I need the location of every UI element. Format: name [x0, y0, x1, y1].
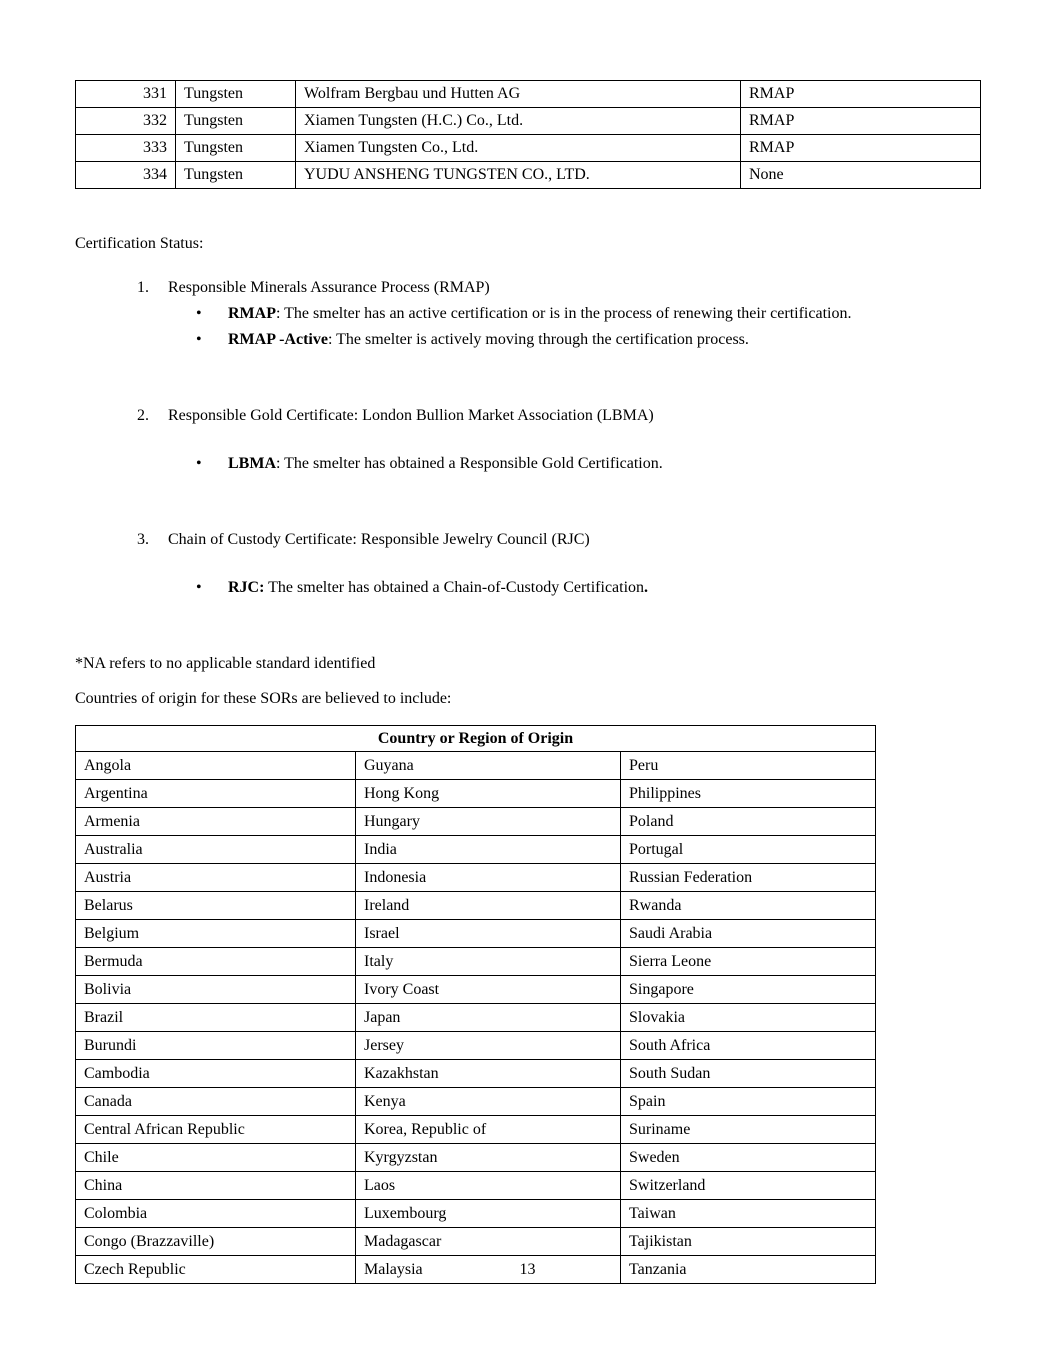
certification-bullets [75, 575, 980, 601]
country-cell: Italy [356, 948, 621, 976]
country-cell: Suriname [621, 1116, 876, 1144]
smelter-status-cell: RMAP [741, 81, 981, 108]
country-cell: Kenya [356, 1088, 621, 1116]
country-row [76, 1172, 876, 1200]
country-cell: Hong Kong [356, 780, 621, 808]
certification-item [75, 403, 980, 477]
country-cell: Philippines [621, 780, 876, 808]
smelter-row [76, 81, 981, 108]
bullet-term: RMAP -Active [228, 331, 328, 348]
country-cell: Congo (Brazzaville) [76, 1228, 356, 1256]
bullet-icon: • [196, 331, 202, 348]
smelter-name-cell: Xiamen Tungsten Co., Ltd. [296, 135, 741, 162]
page-number: 13 [519, 1261, 536, 1278]
certification-bullet [75, 451, 980, 477]
bullet-text: The smelter has obtained a Chain-of-Custody Certification [264, 579, 645, 596]
country-cell: Czech Republic [76, 1256, 356, 1284]
page-content [75, 80, 980, 1284]
smelter-row [76, 135, 981, 162]
country-cell: Singapore [621, 976, 876, 1004]
country-cell: Poland [621, 808, 876, 836]
country-cell: Malaysia [356, 1256, 621, 1284]
smelter-name-cell: YUDU ANSHENG TUNGSTEN CO., LTD. [296, 162, 741, 189]
country-row [76, 780, 876, 808]
bullet-term: RMAP [228, 305, 276, 322]
certification-item [75, 275, 980, 353]
country-row [76, 1144, 876, 1172]
country-cell: Rwanda [621, 892, 876, 920]
bullet-text: : The smelter is actively moving through the certification process. [327, 331, 749, 348]
country-cell: Central African Republic [76, 1116, 356, 1144]
country-cell: Laos [356, 1172, 621, 1200]
smelter-name-cell: Xiamen Tungsten (H.C.) Co., Ltd. [296, 108, 741, 135]
bullet-text: : The smelter has obtained a Responsible Gold Certification. [276, 455, 663, 472]
country-row [76, 1060, 876, 1088]
country-row [76, 1116, 876, 1144]
certification-item-number: 3. [137, 531, 149, 548]
certification-list [75, 275, 980, 601]
na-footnote: *NA refers to no applicable standard identified [75, 655, 376, 672]
country-cell: India [356, 836, 621, 864]
country-row [76, 864, 876, 892]
certification-item-text: Chain of Custody Certificate: Responsible Jewelry Council (RJC) [168, 531, 590, 548]
country-cell: Sierra Leone [621, 948, 876, 976]
bullet-icon: • [196, 305, 202, 322]
country-cell: Jersey [356, 1032, 621, 1060]
country-cell: South Sudan [621, 1060, 876, 1088]
certification-item-number: 1. [137, 279, 149, 296]
country-cell: South Africa [621, 1032, 876, 1060]
country-cell: Canada [76, 1088, 356, 1116]
country-cell: Kyrgyzstan [356, 1144, 621, 1172]
country-cell: Ivory Coast [356, 976, 621, 1004]
country-row [76, 1088, 876, 1116]
country-cell: Armenia [76, 808, 356, 836]
country-cell: Slovakia [621, 1004, 876, 1032]
country-row [76, 976, 876, 1004]
country-table-header-row [76, 726, 876, 752]
bullet-term: RJC: [228, 579, 265, 596]
country-cell: Belgium [76, 920, 356, 948]
certification-bullet [75, 301, 980, 327]
smelter-mineral-cell: Tungsten [176, 162, 296, 189]
certification-item-title [75, 527, 980, 553]
country-cell: Sweden [621, 1144, 876, 1172]
country-row [76, 1032, 876, 1060]
smelter-name-cell: Wolfram Bergbau und Hutten AG [296, 81, 741, 108]
certification-bullets [75, 301, 980, 353]
country-cell: Saudi Arabia [621, 920, 876, 948]
country-cell: Portugal [621, 836, 876, 864]
country-cell: Taiwan [621, 1200, 876, 1228]
country-row [76, 836, 876, 864]
country-row [76, 1228, 876, 1256]
country-row [76, 1200, 876, 1228]
smelter-mineral-cell: Tungsten [176, 81, 296, 108]
certification-item-title [75, 275, 980, 301]
country-cell: Chile [76, 1144, 356, 1172]
country-cell: Kazakhstan [356, 1060, 621, 1088]
country-cell: Colombia [76, 1200, 356, 1228]
bullet-tail: . [644, 579, 649, 596]
smelter-row [76, 162, 981, 189]
smelter-mineral-cell: Tungsten [176, 135, 296, 162]
smelter-id-cell: 332 [76, 108, 176, 135]
certification-item-title [75, 403, 980, 429]
country-cell: Ireland [356, 892, 621, 920]
country-cell: Korea, Republic of [356, 1116, 621, 1144]
certification-status-heading: Certification Status: [75, 235, 204, 252]
smelter-id-cell: 333 [76, 135, 176, 162]
bullet-icon: • [196, 455, 202, 472]
country-cell: Burundi [76, 1032, 356, 1060]
country-cell: Indonesia [356, 864, 621, 892]
certification-item-text: Responsible Gold Certificate: London Bullion Market Association (LBMA) [168, 407, 654, 424]
certification-item [75, 527, 980, 601]
smelter-status-cell: RMAP [741, 108, 981, 135]
smelter-id-cell: 334 [76, 162, 176, 189]
smelter-status-cell: None [741, 162, 981, 189]
country-cell: Russian Federation [621, 864, 876, 892]
country-cell: Spain [621, 1088, 876, 1116]
country-row [76, 808, 876, 836]
country-cell: Guyana [356, 752, 621, 780]
country-cell: Australia [76, 836, 356, 864]
country-row [76, 1004, 876, 1032]
smelter-status-cell: RMAP [741, 135, 981, 162]
country-cell: Japan [356, 1004, 621, 1032]
bullet-text: : The smelter has an active certification or is in the process of renewing their certification. [275, 305, 852, 322]
country-cell: Israel [356, 920, 621, 948]
country-table-body [76, 752, 876, 1284]
country-cell: Brazil [76, 1004, 356, 1032]
bullet-icon: • [196, 579, 202, 596]
country-cell: Luxembourg [356, 1200, 621, 1228]
country-row [76, 892, 876, 920]
certification-bullets [75, 451, 980, 477]
certification-item-number: 2. [137, 407, 149, 424]
smelter-id-cell: 331 [76, 81, 176, 108]
certification-bullet [75, 575, 980, 601]
country-cell: Switzerland [621, 1172, 876, 1200]
country-cell: Madagascar [356, 1228, 621, 1256]
country-cell: Hungary [356, 808, 621, 836]
country-of-origin-table [75, 725, 876, 1284]
country-cell: China [76, 1172, 356, 1200]
country-cell: Cambodia [76, 1060, 356, 1088]
country-cell: Argentina [76, 780, 356, 808]
country-cell: Austria [76, 864, 356, 892]
country-row [76, 948, 876, 976]
smelter-table [75, 80, 981, 189]
smelter-row [76, 108, 981, 135]
bullet-term: LBMA [228, 455, 276, 472]
country-cell: Bermuda [76, 948, 356, 976]
smelter-table-body [76, 81, 981, 189]
country-row [76, 752, 876, 780]
country-cell: Tajikistan [621, 1228, 876, 1256]
country-table-title: Country or Region of Origin [76, 726, 876, 752]
smelter-mineral-cell: Tungsten [176, 108, 296, 135]
certification-item-text: Responsible Minerals Assurance Process (RMAP) [168, 279, 490, 296]
certification-bullet [75, 327, 980, 353]
country-cell: Bolivia [76, 976, 356, 1004]
country-cell: Angola [76, 752, 356, 780]
country-row [76, 920, 876, 948]
country-cell: Tanzania [621, 1256, 876, 1284]
countries-intro-text: Countries of origin for these SORs are believed to include: [75, 690, 452, 707]
country-cell: Belarus [76, 892, 356, 920]
country-cell: Peru [621, 752, 876, 780]
